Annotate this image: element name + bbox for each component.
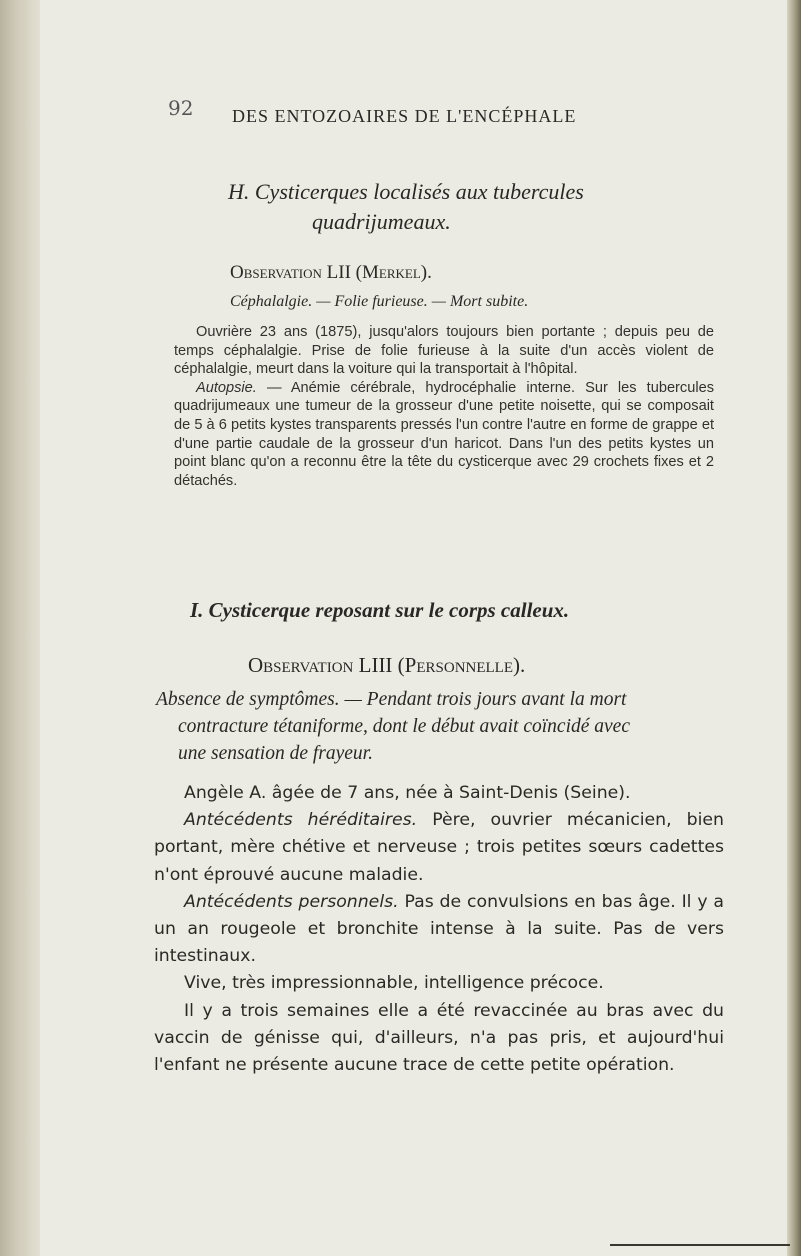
summary-line-3: une sensation de frayeur.	[178, 743, 373, 764]
autopsy-text: — Anémie cérébrale, hydrocéphalie interne. Sur les tubercules quadrijumeaux une tumeur de la grosseur d'une petite noisette, qui se composait de 5 à 6 petits kystes transparents pressés l'un contre l'autre en forme de grappe et d'une partie caudale de la grosseur d'un haricot. Dans l'un des petits kystes un point blanc qu'on a reconnu être la tête du cysticerque avec 29 crochets fixes et 2 détachés.	[174, 379, 714, 489]
page-gutter-shadow	[0, 0, 40, 1256]
hereditary-label: Antécédents héréditaires.	[184, 810, 418, 831]
personal-history	[154, 889, 724, 971]
observation-52-heading: Observation LII (Merkel).	[230, 262, 432, 283]
temperament-line: Vive, très impressionnable, intelligence précoce.	[184, 973, 604, 994]
observation-53-heading: Observation LIII (Personnelle).	[248, 653, 526, 677]
page-number: 92	[168, 96, 194, 120]
page-edge	[787, 0, 801, 1256]
hereditary-history	[154, 807, 724, 889]
summary-line-2: contracture tétaniforme, dont le début avait coïncidé avec	[178, 716, 630, 737]
patient-line: Angèle A. âgée de 7 ans, née à Saint-Denis (Seine).	[184, 783, 631, 803]
observation-52-subtitle: Céphalalgie. — Folie furieuse. — Mort subite.	[230, 293, 529, 310]
summary-line-1: Absence de symptômes. — Pendant trois jours avant la mort	[156, 689, 627, 710]
observation-53-summary	[156, 686, 724, 767]
hereditary-text: Père, ouvrier mécanicien, bien portant, mère chétive et nerveuse ; trois petites sœurs cadettes n'ont éprouvé aucune maladie.	[154, 810, 724, 885]
section-h-title-line2: quadrijumeaux.	[312, 209, 451, 234]
observation-52-autopsy	[174, 379, 714, 491]
observation-52-body	[174, 323, 714, 490]
autopsy-label: Autopsie.	[196, 379, 257, 396]
observation-53-body	[154, 780, 724, 1079]
section-i-title: I. Cysticerque reposant sur le corps calleux.	[190, 598, 570, 622]
running-title: DES ENTOZOAIRES DE L'ENCÉPHALE	[232, 106, 577, 126]
personal-label: Antécédents personnels.	[184, 891, 399, 912]
section-h-title-line1: H. Cysticerques localisés aux tubercules	[228, 179, 584, 204]
observation-52-paragraph: Ouvrière 23 ans (1875), jusqu'alors toujours bien portante ; depuis peu de temps céphalalgie. Prise de folie furieuse à la suite d'un accès violent de céphalalgie, meurt dans la voiture qui la transportait à l'hôpital.	[174, 324, 714, 378]
personal-text: Pas de convulsions en bas âge. Il y a un an rougeole et bronchite intense à la suite. Pas de vers intestinaux.	[154, 891, 724, 967]
vaccination-paragraph: Il y a trois semaines elle a été revaccinée au bras avec du vaccin de génisse qui, d'ailleurs, n'a pas pris, et aujourd'hui l'enfant ne présente aucune trace de cette petite opération.	[154, 1000, 724, 1076]
bottom-rule	[610, 1244, 790, 1246]
